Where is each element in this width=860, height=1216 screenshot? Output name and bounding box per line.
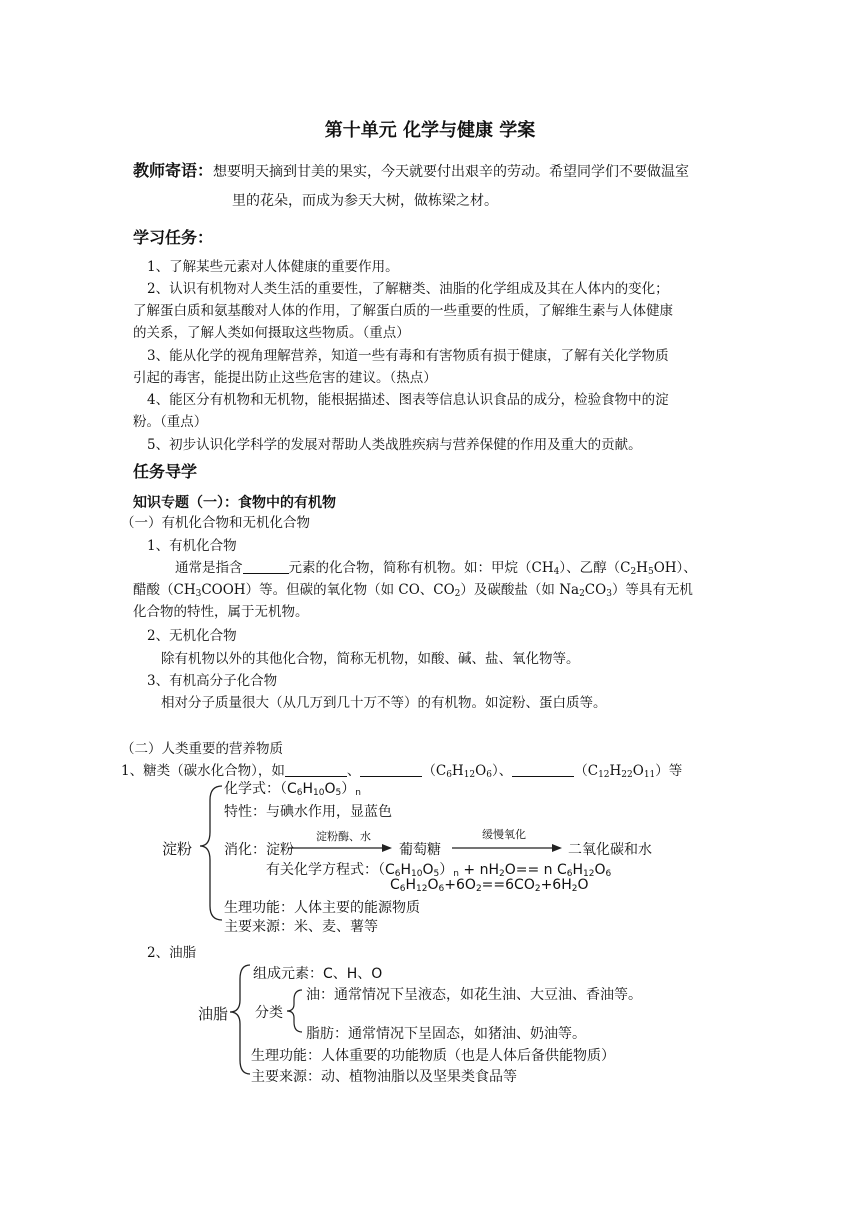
fat-fatty: 脂肪：通常情况下呈固态，如猪油、奶油等。 <box>306 1026 586 1042</box>
page-title: 第十单元 化学与健康 学案 <box>324 120 536 141</box>
enzyme-arrowhead <box>382 844 392 852</box>
inorganic-text: 除有机物以外的其他化合物，简称无机物，如酸、碱、盐、氧化物等。 <box>161 651 580 667</box>
teacher-line-2: 里的花朵，而成为参天大树，做栋梁之材。 <box>232 193 498 209</box>
starch-label: 淀粉 <box>162 840 193 858</box>
task-item-4-line-2: 粉。（重点） <box>133 414 208 430</box>
starch-digestion-label: 消化：淀粉 <box>224 842 294 858</box>
section-1-heading: （一）有机化合物和无机化合物 <box>121 515 310 531</box>
starch-formula: 化学式：$(C_6H_{10}O_5)_n$ <box>224 781 361 798</box>
teacher-line-1: 想要明天摘到甘美的果实，今天就要付出艰辛的劳动。希望同学们不要做温室 <box>213 164 690 180</box>
fat-source: 主要来源：动、植物油脂以及坚果类食品等 <box>251 1069 517 1085</box>
guide-heading: 任务导学 <box>133 462 198 481</box>
starch-brace <box>200 786 222 920</box>
fat-label: 油脂 <box>198 1005 229 1023</box>
fat-title: 2、油脂 <box>147 945 197 961</box>
organic-definition-line-2: 醋酸$(CH_3COOH)$等。但碳的氧化物（如 CO、$CO_2$）及碳酸盐（如 $Na_2CO_3$）等具有无机 <box>133 582 693 599</box>
glucose-label: 葡萄糖 <box>399 842 441 858</box>
enzyme-label: 淀粉酶、水 <box>316 830 371 843</box>
digestion-product-label: 二氧化碳和水 <box>568 842 652 858</box>
equation-1: 有关化学方程式：$(C_6H_{10}O_5)_n + nH_2O== n$ $C_6H_{12}O_6$ <box>266 862 612 879</box>
fat-classify-label: 分类 <box>255 1005 283 1021</box>
starch-property: 特性：与碘水作用，显蓝色 <box>224 804 392 820</box>
task-item-3-line-1: 3、能从化学的视角理解营养，知道一些有毒和有害物质有损于健康，了解有关化学物质 <box>147 348 669 364</box>
fat-brace <box>230 965 250 1074</box>
task-item-1: 1、了解某些元素对人体健康的重要作用。 <box>147 259 399 275</box>
topic-1-heading: 知识专题（一）：食物中的有机物 <box>133 495 336 511</box>
tasks-heading: 学习任务： <box>133 228 214 247</box>
teacher-label: 教师寄语： <box>133 161 214 180</box>
organic-definition-line-1: 通常是指含 元素的化合物，简称有机物。如：甲烷$(CH_4)$、乙醇$(C_2H_5OH)$、 <box>175 560 697 577</box>
organic-definition-line-3: 化合物的特性，属于无机物。 <box>133 604 309 620</box>
sugar-line: 1、糖类（碳水化合物），如 、 $(C_6H_{12}O_6)$、 $(C_{12}H_{22}O_{11})$等 <box>121 763 683 780</box>
task-item-5: 5、初步认识化学科学的发展对帮助人类战胜疾病与营养保健的作用及重大的贡献。 <box>147 437 642 453</box>
task-item-4-line-1: 4、能区分有机物和无机物，能根据描述、图表等信息认识食品的成分，检验食物中的淀 <box>147 392 669 408</box>
organic-compound-title: 1、有机化合物 <box>147 538 237 554</box>
fat-function: 生理功能：人体重要的功能物质（也是人体后备供能物质） <box>251 1048 615 1064</box>
oxidation-arrowhead <box>552 844 562 852</box>
fat-elements: 组成元素：C、H、O <box>253 966 383 982</box>
classify-brace <box>287 990 302 1032</box>
task-item-2-line-2: 了解蛋白质和氨基酸对人体的作用，了解蛋白质的一些重要的性质，了解维生素与人体健康 <box>133 303 673 319</box>
equation-2: $C_6H_{12}O_6+6O_2==6CO_2+6H_2O$ <box>390 877 589 894</box>
starch-source: 主要来源：米、麦、薯等 <box>224 919 378 935</box>
polymer-title: 3、有机高分子化合物 <box>147 673 278 689</box>
task-item-3-line-2: 引起的毒害，能提出防止这些危害的建议。（热点） <box>133 370 437 386</box>
task-item-2-line-3: 的关系，了解人类如何摄取这些物质。（重点） <box>133 325 410 341</box>
polymer-text: 相对分子质量很大（从几万到几十万不等）的有机物。如淀粉、蛋白质等。 <box>161 695 607 711</box>
starch-function: 生理功能：人体主要的能源物质 <box>224 900 420 916</box>
slow-oxidation-label: 缓慢氧化 <box>482 828 526 841</box>
fat-oil: 油：通常情况下呈液态，如花生油、大豆油、香油等。 <box>306 987 642 1003</box>
inorganic-title: 2、无机化合物 <box>147 628 237 644</box>
task-item-2-line-1: 2、认识有机物对人类生活的重要性，了解糖类、油脂的化学组成及其在人体内的变化； <box>147 281 669 297</box>
section-2-heading: （二）人类重要的营养物质 <box>121 741 283 757</box>
